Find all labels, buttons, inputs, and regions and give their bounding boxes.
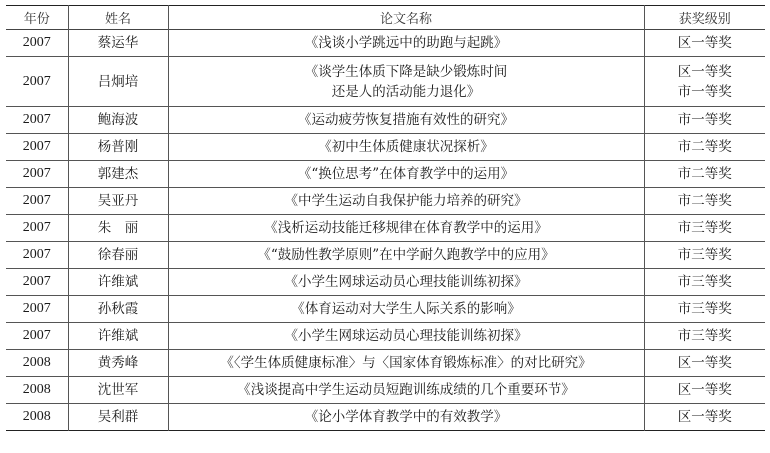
- cell-year: 2007: [22, 301, 51, 316]
- paper-title-line: 《中学生运动自我保护能力培养的研究》: [284, 193, 528, 209]
- cell-year: 2007: [22, 35, 51, 50]
- cell-paper-title: [168, 377, 644, 404]
- paper-title-line: 《初中生体质健康状况探析》: [318, 139, 494, 155]
- paper-title-line: 《“换位思考”在体育教学中的运用》: [297, 166, 515, 182]
- table-row: [6, 107, 765, 134]
- cell-paper-title: [168, 30, 644, 57]
- table-header-row: [6, 6, 765, 30]
- paper-title-line: 《〈学生体质健康标准〉与〈国家体育锻炼标准〉的对比研究》: [220, 355, 592, 371]
- cell-award-level: [644, 269, 765, 296]
- cell-award-level: [644, 215, 765, 242]
- cell-name: 吴亚丹: [68, 188, 168, 215]
- award-level-line: 区一等奖: [677, 355, 732, 371]
- award-level-line: 市一等奖: [677, 83, 732, 100]
- cell-award-level: [644, 377, 765, 404]
- cell-year: 2008: [22, 382, 51, 397]
- paper-title-line: 《运动疲劳恢复措施有效性的研究》: [298, 112, 514, 128]
- cell-paper-title: [168, 242, 644, 269]
- table-row: [6, 242, 765, 269]
- paper-title-line: 《论小学体育教学中的有效教学》: [304, 409, 508, 425]
- cell-award-level: [644, 242, 765, 269]
- table-row: [6, 57, 765, 107]
- cell-award-level: [644, 296, 765, 323]
- paper-title-line: 《体育运动对大学生人际关系的影响》: [291, 301, 521, 317]
- cell-paper-title: [168, 296, 644, 323]
- cell-name: 鲍海波: [68, 107, 168, 134]
- cell-paper-title: [168, 404, 644, 431]
- paper-title-line: 还是人的活动能力退化》: [331, 83, 481, 100]
- award-level-line: 市二等奖: [677, 166, 732, 182]
- cell-paper-title: [168, 57, 644, 107]
- cell-year: 2007: [22, 328, 51, 343]
- header-year: 年份: [23, 12, 50, 27]
- cell-name: 孙秋霞: [68, 296, 168, 323]
- cell-award-level: [644, 188, 765, 215]
- cell-name: 吴利群: [68, 404, 168, 431]
- paper-title-line: 《谈学生体质下降是缺少锻炼时间: [304, 63, 508, 80]
- table-row: [6, 161, 765, 188]
- cell-paper-title: [168, 134, 644, 161]
- header-name: 姓名: [68, 6, 168, 30]
- cell-name: 徐春丽: [68, 242, 168, 269]
- award-level-line: 市三等奖: [677, 247, 732, 263]
- cell-name: 朱 丽: [68, 215, 168, 242]
- award-level-line: 市二等奖: [677, 139, 732, 155]
- paper-title-line: 《“鼓励性教学原则”在中学耐久跑教学中的应用》: [257, 247, 555, 263]
- award-level-line: 区一等奖: [677, 409, 732, 425]
- cell-award-level: [644, 350, 765, 377]
- table-row: [6, 134, 765, 161]
- cell-name: 许维斌: [68, 323, 168, 350]
- cell-year: 2007: [22, 112, 51, 127]
- cell-year: 2007: [22, 247, 51, 262]
- cell-award-level: [644, 134, 765, 161]
- cell-award-level: [644, 107, 765, 134]
- cell-year: 2007: [22, 166, 51, 181]
- award-level-line: 区一等奖: [677, 63, 732, 80]
- award-level-line: 市三等奖: [677, 301, 732, 317]
- header-award: 获奖级别: [644, 6, 765, 30]
- table-row: [6, 404, 765, 431]
- cell-award-level: [644, 404, 765, 431]
- cell-name: 沈世军: [68, 377, 168, 404]
- table-row: [6, 269, 765, 296]
- cell-year: 2008: [22, 409, 51, 424]
- table-row: [6, 30, 765, 57]
- paper-title-line: 《浅谈小学跳远中的助跑与起跳》: [304, 35, 508, 51]
- award-level-line: 市二等奖: [677, 193, 732, 209]
- paper-title-line: 《小学生网球运动员心理技能训练初探》: [284, 274, 528, 290]
- award-level-line: 区一等奖: [677, 382, 732, 398]
- table-row: [6, 323, 765, 350]
- table-row: [6, 188, 765, 215]
- award-level-line: 市三等奖: [677, 328, 732, 344]
- award-level-line: 市三等奖: [677, 274, 732, 290]
- cell-year: 2007: [22, 274, 51, 289]
- table-body: [6, 30, 765, 431]
- cell-award-level: [644, 323, 765, 350]
- cell-name: 许维斌: [68, 269, 168, 296]
- cell-year: 2007: [22, 193, 51, 208]
- cell-paper-title: [168, 323, 644, 350]
- paper-title-line: 《浅析运动技能迁移规律在体育教学中的运用》: [264, 220, 548, 236]
- cell-award-level: [644, 161, 765, 188]
- cell-paper-title: [168, 269, 644, 296]
- award-level-line: 区一等奖: [677, 35, 732, 51]
- cell-paper-title: [168, 161, 644, 188]
- table-row: [6, 377, 765, 404]
- cell-paper-title: [168, 350, 644, 377]
- award-level-line: 市一等奖: [677, 112, 732, 128]
- cell-year: 2007: [22, 139, 51, 154]
- header-title: 论文名称: [168, 6, 644, 30]
- award-papers-table: [6, 5, 765, 431]
- paper-title-line: 《小学生网球运动员心理技能训练初探》: [284, 328, 528, 344]
- cell-name: 黄秀峰: [68, 350, 168, 377]
- cell-name: 吕炯培: [68, 57, 168, 107]
- cell-name: 杨普刚: [68, 134, 168, 161]
- cell-paper-title: [168, 188, 644, 215]
- cell-paper-title: [168, 107, 644, 134]
- table-row: [6, 296, 765, 323]
- table-row: [6, 350, 765, 377]
- cell-name: 郭建杰: [68, 161, 168, 188]
- cell-award-level: [644, 30, 765, 57]
- paper-title-line: 《浅谈提高中学生运动员短跑训练成绩的几个重要环节》: [237, 382, 575, 398]
- cell-year: 2008: [22, 355, 51, 370]
- cell-paper-title: [168, 215, 644, 242]
- table-row: [6, 215, 765, 242]
- cell-name: 蔡运华: [68, 30, 168, 57]
- cell-year: 2007: [22, 220, 51, 235]
- cell-award-level: [644, 57, 765, 107]
- award-level-line: 市三等奖: [677, 220, 732, 236]
- cell-year: 2007: [22, 73, 51, 89]
